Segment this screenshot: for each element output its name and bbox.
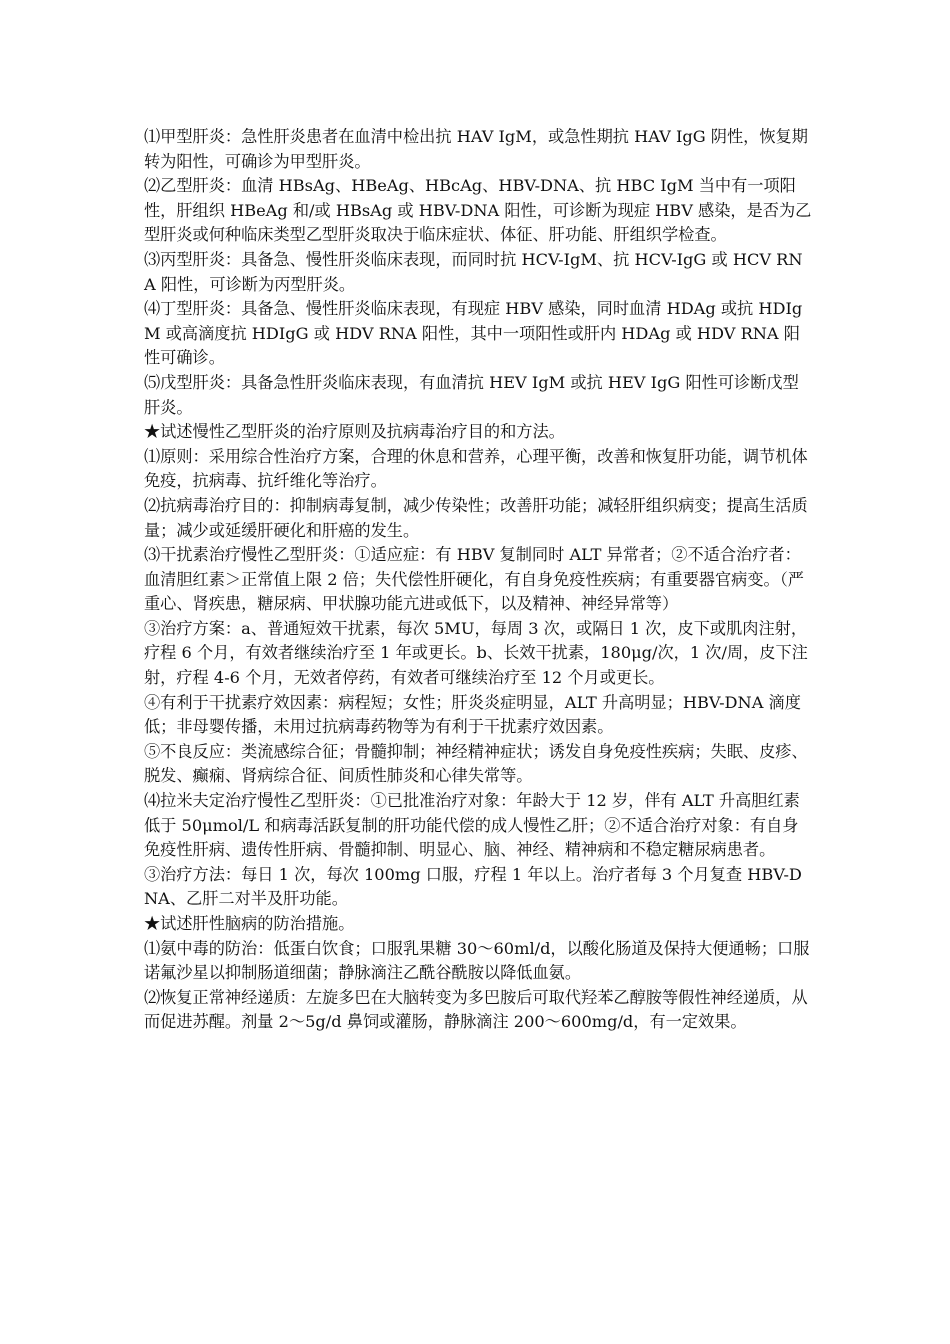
paragraph-hepatitis-b: ⑵乙型肝炎：血清 HBsAg、HBeAg、HBcAg、HBV-DNA、抗 HBC IgM 当中有一项阳性，肝组织 HBeAg 和/或 HBsAg 或 HBV-DNA 阳性，可诊断为现症 HBV 感染，是否为乙型肝炎或何种临床类型乙型肝炎取决于临床症状、体征、肝功能、肝组织学检查。: [144, 176, 812, 245]
paragraph-interferon-regimen: ③治疗方案：a、普通短效干扰素，每次 5MU，每周 3 次，或隔日 1 次，皮下或肌肉注射，疗程 6 个月，有效者继续治疗至 1 年或更长。b、长效干扰素，180μg/次，1 次/周，皮下注射，疗程 4-6 个月，无效者停药，有效者可继续治疗至 12 个月或更长。: [144, 618, 808, 688]
paragraph-treatment-principle: ⑴原则：采用综合性治疗方案，合理的休息和营养，心理平衡，改善和恢复肝功能，调节机体免疫，抗病毒、抗纤维化等治疗。: [144, 446, 808, 491]
paragraph-lamivudine-method: ③治疗方法：每日 1 次，每次 100mg 口服，疗程 1 年以上。治疗者每 3 个月复查 HBV-DNA、乙肝二对半及肝功能。: [144, 864, 802, 909]
paragraph-lamivudine-indications: ⑷拉米夫定治疗慢性乙型肝炎：①已批准治疗对象：年龄大于 12 岁，伴有 ALT 升高胆红素低于 50μmol/L 和病毒活跃复制的肝功能代偿的成人慢性乙肝；②不适合治疗对象：有自身免疫性肝病、遗传性肝病、骨髓抑制、明显心、脑、神经、精神病和不稳定糖尿病患者。: [144, 791, 800, 860]
paragraph-antiviral-goal: ⑵抗病毒治疗目的：抑制病毒复制，减少传染性；改善肝功能；减轻肝组织病变；提高生活质量；减少或延缓肝硬化和肝癌的发生。: [144, 495, 808, 540]
paragraph-hepatitis-a: ⑴甲型肝炎：急性肝炎患者在血清中检出抗 HAV IgM，或急性期抗 HAV IgG 阴性，恢复期转为阳性，可确诊为甲型肝炎。: [144, 127, 808, 171]
question-hepatic-encephalopathy: ★试述肝性脑病的防治措施。: [144, 914, 355, 933]
paragraph-hepatitis-d: ⑷丁型肝炎：具备急、慢性肝炎临床表现，有现症 HBV 感染，同时血清 HDAg 或抗 HDIgM 或高滴度抗 HDIgG 或 HDV RNA 阳性，其中一项阳性或肝内 HDAg 或 HDV RNA 阳性可确诊。: [144, 299, 803, 368]
paragraph-interferon-adverse-reactions: ⑤不良反应：类流感综合征；骨髓抑制；神经精神症状；诱发自身免疫性疾病；失眠、皮疹、脱发、癫痫、肾病综合征、间质性肺炎和心律失常等。: [144, 741, 808, 786]
paragraph-interferon-favorable-factors: ④有利于干扰素疗效因素：病程短；女性；肝炎炎症明显，ALT 升高明显；HBV-DNA 滴度低；非母婴传播，未用过抗病毒药物等为有利于干扰素疗效因素。: [144, 692, 801, 737]
paragraph-interferon-indications: ⑶干扰素治疗慢性乙型肝炎：①适应症：有 HBV 复制同时 ALT 异常者；②不适合治疗者：血清胆红素＞正常值上限 2 倍；失代偿性肝硬化，有自身免疫性疾病；有重要器官病变。（严重心、肾疾患，糖尿病、甲状腺功能亢进或低下，以及精神、神经异常等）: [144, 545, 804, 614]
paragraph-neurotransmitter-restore: ⑵恢复正常神经递质：左旋多巴在大脑转变为多巴胺后可取代羟苯乙醇胺等假性神经递质，从而促进苏醒。剂量 2～5g/d 鼻饲或灌肠，静脉滴注 200～600mg/d，有一定效果。: [144, 987, 808, 1032]
paragraph-hepatitis-c: ⑶丙型肝炎：具备急、慢性肝炎临床表现，而同时抗 HCV-IgM、抗 HCV-IgG 或 HCV RNA 阳性，可诊断为丙型肝炎。: [144, 249, 803, 294]
paragraph-hepatitis-e: ⑸戊型肝炎：具备急性肝炎临床表现，有血清抗 HEV IgM 或抗 HEV IgG 阳性可诊断戊型肝炎。: [144, 372, 799, 417]
paragraph-ammonia-poisoning: ⑴氨中毒的防治：低蛋白饮食；口服乳果糖 30～60ml/d，以酸化肠道及保持大便通畅；口服诺氟沙星以抑制肠道细菌；静脉滴注乙酰谷酰胺以降低血氨。: [144, 938, 810, 983]
document-page: [144, 125, 812, 1035]
question-chronic-hepatitis-b-treatment: ★试述慢性乙型肝炎的治疗原则及抗病毒治疗目的和方法。: [144, 422, 565, 442]
